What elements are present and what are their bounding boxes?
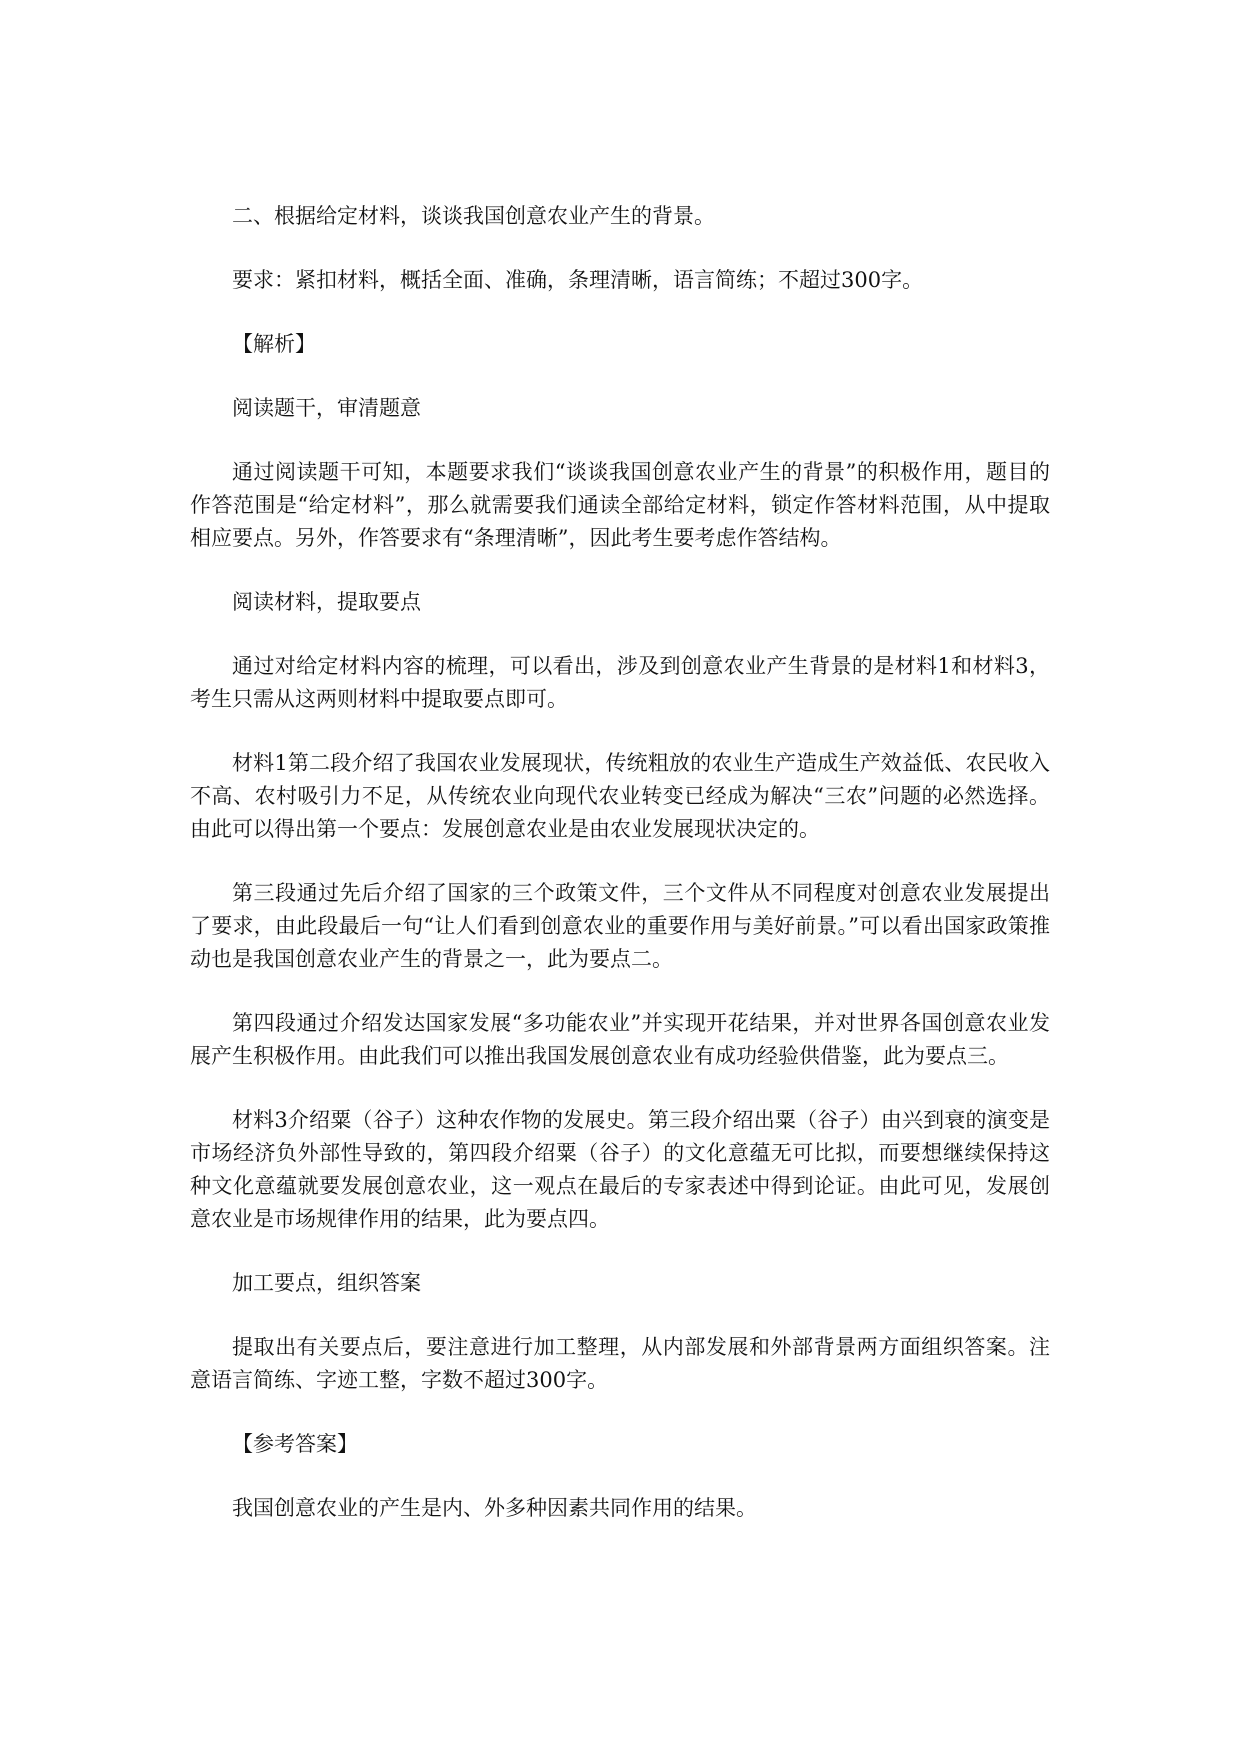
paragraph-point-two: 第三段通过先后介绍了国家的三个政策文件，三个文件从不同程度对创意农业发展提出了要求，由此段最后一句“让人们看到创意农业的重要作用与美好前景。”可以看出国家政策推动也是我国创意农业产生的背景之一，此为要点二。: [190, 881, 1050, 971]
section-heading-read-question: 阅读题干，审清题意: [232, 396, 421, 420]
paragraph-organize-answer: 提取出有关要点后，要注意进行加工整理，从内部发展和外部背景两方面组织答案。注意语言简练、字迹工整，字数不超过300字。: [190, 1335, 1050, 1392]
paragraph-point-one: 材料1第二段介绍了我国农业发展现状，传统粗放的农业生产造成生产效益低、农民收入不高、农村吸引力不足，从传统农业向现代农业转变已经成为解决“三农”问题的必然选择。由此可以得出第一个要点：发展创意农业是由农业发展现状决定的。: [190, 751, 1050, 841]
paragraph-material-scope: 通过对给定材料内容的梳理，可以看出，涉及到创意农业产生背景的是材料1和材料3，考生只需从这两则材料中提取要点即可。: [190, 654, 1050, 711]
paragraph-point-four: 材料3介绍粟（谷子）这种农作物的发展史。第三段介绍出粟（谷子）由兴到衰的演变是市场经济负外部性导致的，第四段介绍粟（谷子）的文化意蕴无可比拟，而要想继续保持这种文化意蕴就要发展创意农业，这一观点在最后的专家表述中得到论证。由此可见，发展创意农业是市场规律作用的结果，此为要点四。: [190, 1108, 1050, 1231]
paragraph-read-question: 通过阅读题干可知，本题要求我们“谈谈我国创意农业产生的背景”的积极作用，题目的作答范围是“给定材料”，那么就需要我们通读全部给定材料，锁定作答材料范围，从中提取相应要点。另外，作答要求有“条理清晰”，因此考生要考虑作答结构。: [190, 460, 1050, 550]
section-heading-read-material: 阅读材料，提取要点: [232, 590, 421, 614]
analysis-heading: 【解析】: [232, 332, 316, 356]
paragraph-point-three: 第四段通过介绍发达国家发展“多功能农业”并实现开花结果，并对世界各国创意农业发展产生积极作用。由此我们可以推出我国发展创意农业有成功经验供借鉴，此为要点三。: [190, 1011, 1050, 1068]
reference-answer-intro: 我国创意农业的产生是内、外多种因素共同作用的结果。: [232, 1496, 757, 1520]
section-heading-organize-answer: 加工要点，组织答案: [232, 1271, 421, 1295]
question-title: 二、根据给定材料，谈谈我国创意农业产生的背景。: [232, 204, 715, 228]
reference-answer-heading: 【参考答案】: [232, 1432, 358, 1456]
document-body: [190, 200, 1050, 1556]
question-requirement: 要求：紧扣材料，概括全面、准确，条理清晰，语言简练；不超过300字。: [232, 268, 924, 292]
